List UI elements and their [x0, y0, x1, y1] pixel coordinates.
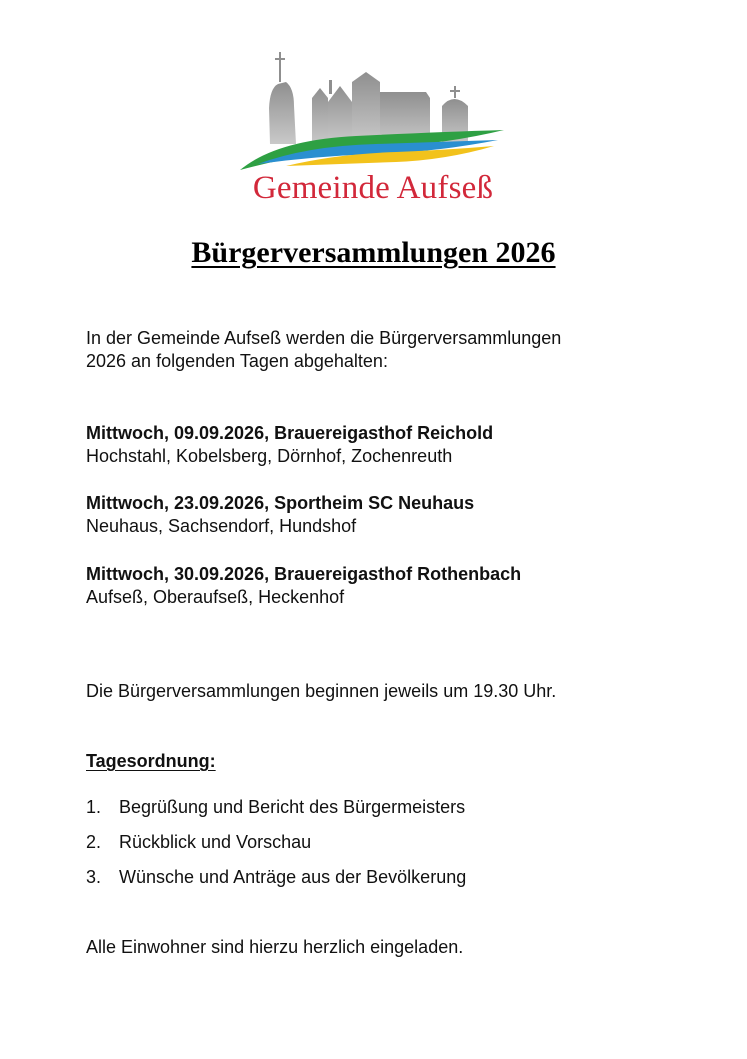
event-places: Neuhaus, Sachsendorf, Hundshof	[86, 516, 357, 536]
intro-line-1: In der Gemeinde Aufseß werden die Bürgerversammlungen	[86, 328, 562, 348]
event-places: Aufseß, Oberaufseß, Heckenhof	[86, 587, 345, 607]
agenda-item	[86, 831, 686, 866]
event-places: Hochstahl, Kobelsberg, Dörnhof, Zochenreuth	[86, 446, 453, 466]
municipality-logo	[236, 48, 510, 213]
event-title: Mittwoch, 30.09.2026, Brauereigasthof Rothenbach	[86, 564, 522, 584]
event-entry	[86, 422, 686, 468]
event-title: Mittwoch, 23.09.2026, Sportheim SC Neuhaus	[86, 493, 475, 513]
agenda-item-number: 2.	[86, 832, 102, 852]
castle-landscape-logo-icon	[236, 48, 510, 173]
agenda-item-number: 1.	[86, 797, 102, 817]
agenda-item-text: Rückblick und Vorschau	[119, 832, 312, 852]
agenda-item-text: Begrüßung und Bericht des Bürgermeisters	[119, 797, 466, 817]
agenda-item-number: 3.	[86, 867, 102, 887]
agenda-item	[86, 796, 686, 831]
page-title-text: Bürgerversammlungen 2026	[191, 236, 556, 269]
start-time-note: Die Bürgerversammlungen beginnen jeweils um 19.30 Uhr.	[86, 681, 557, 701]
agenda-item	[86, 866, 686, 901]
intro-line-2: 2026 an folgenden Tagen abgehalten:	[86, 351, 388, 371]
agenda-list	[86, 796, 686, 901]
page-title	[0, 236, 747, 270]
intro-paragraph	[86, 327, 686, 373]
logo-wordmark: Gemeinde Aufseß	[252, 170, 494, 206]
agenda-heading: Tagesordnung:	[86, 751, 216, 771]
event-entry	[86, 563, 686, 609]
event-entry	[86, 492, 686, 538]
event-title: Mittwoch, 09.09.2026, Brauereigasthof Reichold	[86, 423, 494, 443]
agenda-item-text: Wünsche und Anträge aus der Bevölkerung	[119, 867, 467, 887]
closing-line: Alle Einwohner sind hierzu herzlich eingeladen.	[86, 937, 464, 957]
